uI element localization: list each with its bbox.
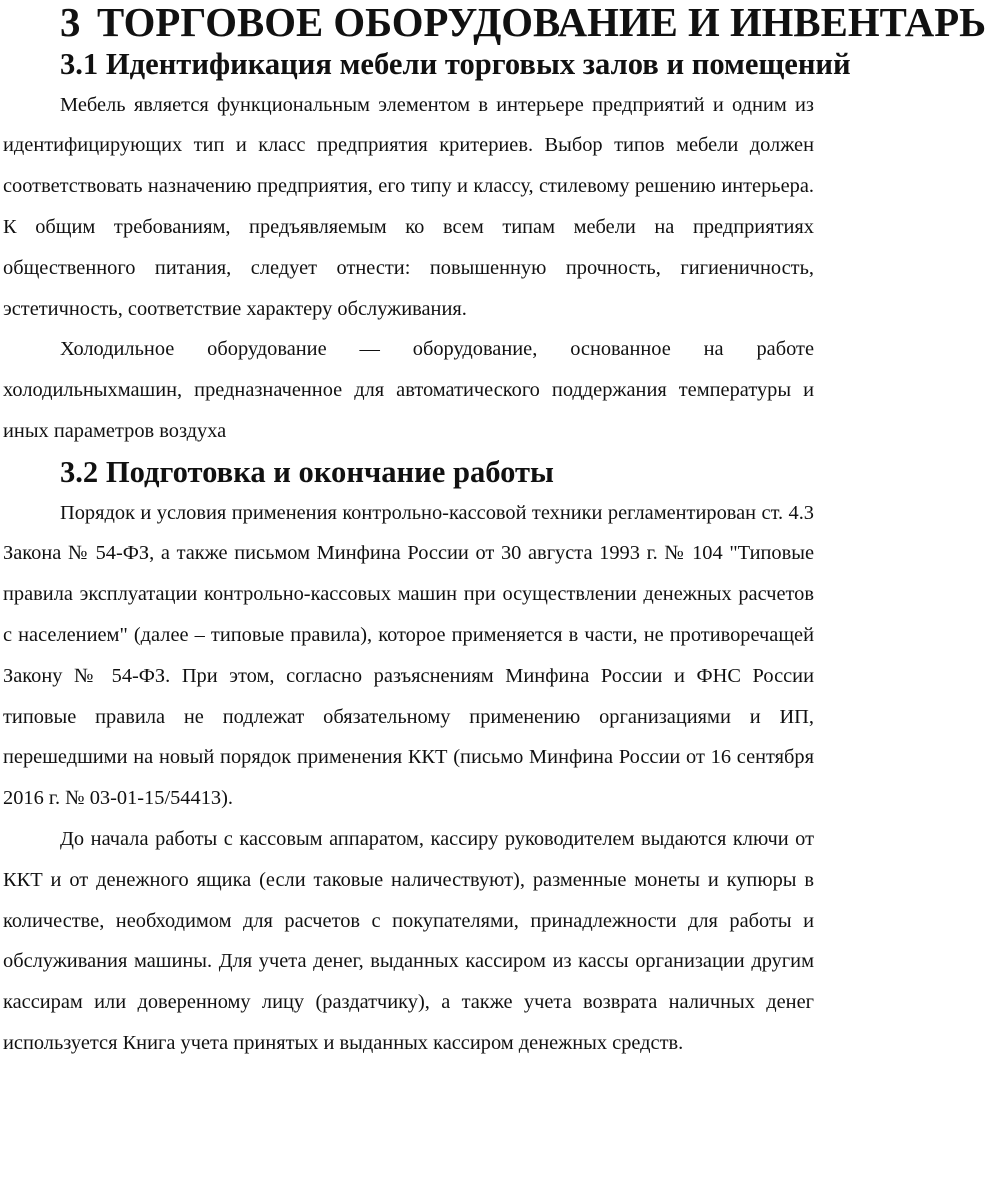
chapter-title: ТОРГОВОЕ ОБОРУДОВАНИЕ И ИНВЕНТАРЬ (97, 0, 986, 45)
paragraph-cashier-preparation: До начала работы с кассовым аппаратом, кассиру руководителем выдаются ключи от ККТ и от денежного ящика (если таковые наличествуют), разменные монеты и купюры в количестве, необходимом для расчетов с покупателями, принадлежности для работы и обслуживания машины. Для учета денег, выданных кассиром из кассы организации другим кассирам или доверенному лицу (раздатчику), а также учета возврата наличных денег используется Книга учета принятых и выданных кассиром денежных средств. (3, 827, 814, 1054)
section-heading: 3.1 Идентификация мебели торговых залов и помещений (60, 46, 851, 81)
document-page (3, 0, 986, 1064)
section-3-1 (3, 44, 851, 452)
chapter-heading (3, 0, 986, 45)
paragraph-refrigeration: Холодильное оборудование — оборудование, основанное на работе холодильныхмашин, предназначенное для автоматического поддержания температуры и иных параметров воздуха (3, 338, 814, 442)
section-3-2 (3, 452, 814, 1064)
paragraph-cash-register-rules: Порядок и условия применения контрольно-кассовой техники регламентирован ст. 4.3 Закона № 54-ФЗ, а также письмом Минфина России от 30 августа 1993 г. № 104 "Типовые правила эксплуатации контрольно-кассовых машин при осуществлении денежных расчетов с населением" (далее – типовые правила), которое применяется в части, не противоречащей Закону № 54-ФЗ. При этом, согласно разъяснениям Минфина России и ФНС России типовые правила не подлежат обязательному применению организациями и ИП, перешедшими на новый порядок применения ККТ (письмо Минфина России от 16 сентября 2016 г. № 03-01-15/54413). (3, 501, 814, 810)
paragraph-furniture: Мебель является функциональным элементом в интерьере предприятий и одним из идентифицирующих тип и класс предприятия критериев. Выбор типов мебели должен соответствовать назначению предприятия, его типу и классу, стилевому решению интерьера. К общим требованиям, предъявляемым ко всем типам мебели на предприятиях общественного питания, следует отнести: повышенную прочность, гигиеничность, эстетичность, соответствие характеру обслуживания. (3, 93, 814, 320)
chapter-number: 3 (60, 0, 81, 45)
section-heading: 3.2 Подготовка и окончание работы (60, 454, 554, 489)
